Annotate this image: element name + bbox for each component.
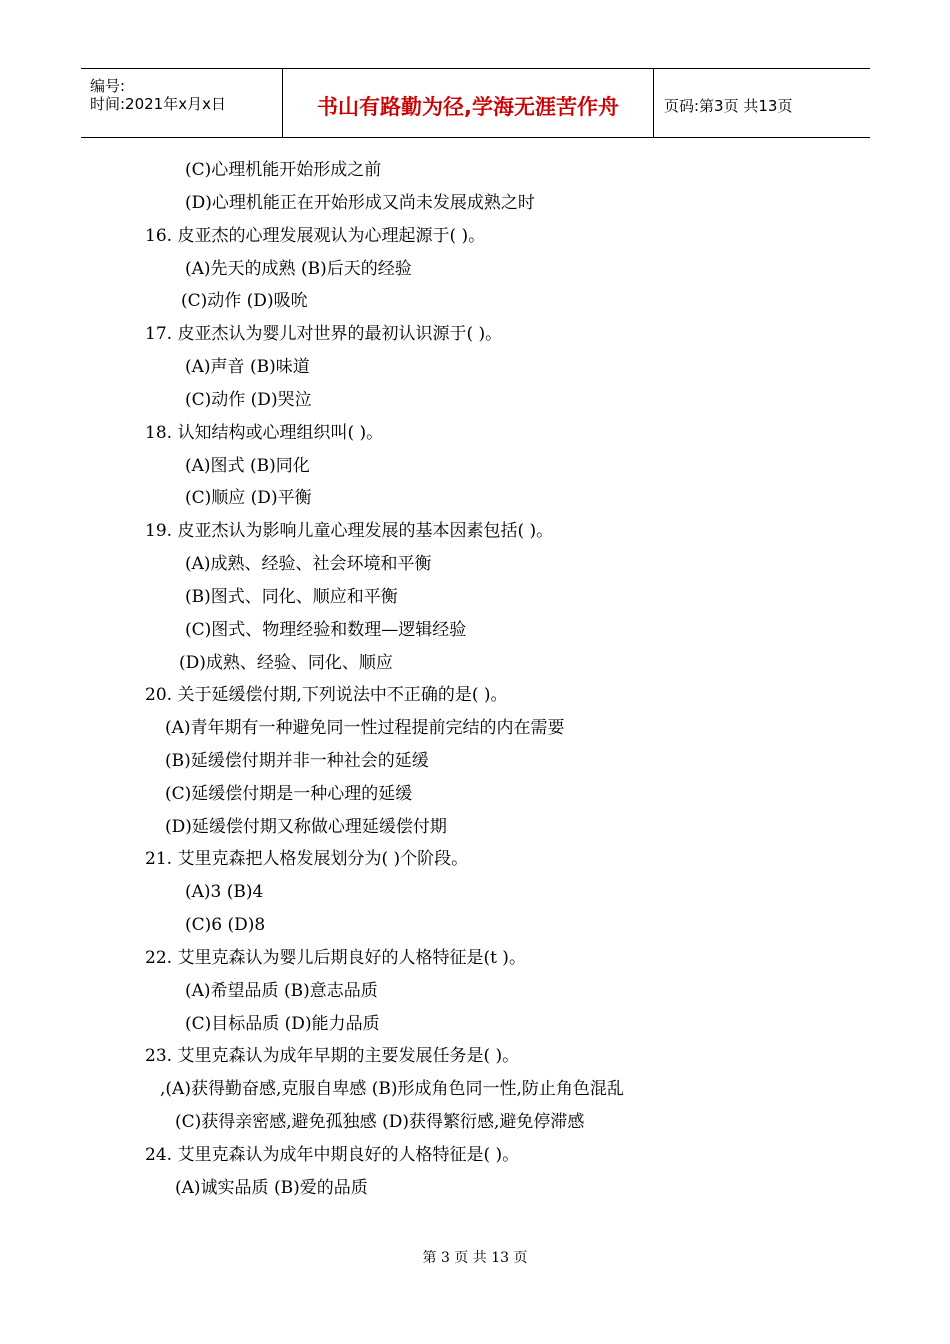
question-16: 16. 皮亚杰的心理发展观认为心理起源于( )。 bbox=[145, 226, 486, 246]
question-23: 23. 艾里克森认为成年早期的主要发展任务是( )。 bbox=[145, 1046, 520, 1066]
option-line: (B)延缓偿付期并非一种社会的延缓 bbox=[165, 751, 429, 771]
question-21: 21. 艾里克森把人格发展划分为( )个阶段。 bbox=[145, 849, 469, 869]
option-line: (A)3 (B)4 bbox=[185, 882, 264, 902]
option-line: (A)图式 (B)同化 bbox=[185, 456, 310, 476]
page-footer: 第 3 页 共 13 页 bbox=[422, 1250, 528, 1266]
header-page-cell bbox=[654, 69, 870, 137]
header-motto-cell bbox=[283, 69, 654, 137]
option-line: (A)先天的成熟 (B)后天的经验 bbox=[185, 259, 412, 279]
option-line: (A)青年期有一种避免同一性过程提前完结的内在需要 bbox=[165, 718, 565, 738]
text-line: (C)心理机能开始形成之前 bbox=[185, 160, 382, 180]
option-line: (A)声音 (B)味道 bbox=[185, 357, 310, 377]
motto-text: 书山有路勤为径,学海无涯苦作舟 bbox=[317, 95, 619, 119]
serial-label: 编号: bbox=[90, 77, 126, 95]
option-line: (C)图式、物理经验和数理—逻辑经验 bbox=[185, 620, 467, 640]
option-line: (D)延缓偿付期又称做心理延缓偿付期 bbox=[165, 817, 447, 837]
question-22: 22. 艾里克森认为婴儿后期良好的人格特征是(t )。 bbox=[145, 948, 526, 968]
question-24: 24. 艾里克森认为成年中期良好的人格特征是( )。 bbox=[145, 1145, 520, 1165]
date-label: 时间:2021年x月x日 bbox=[90, 95, 226, 113]
option-line: (C)动作 (D)哭泣 bbox=[185, 390, 312, 410]
option-line: (C)6 (D)8 bbox=[185, 915, 266, 935]
question-18: 18. 认知结构或心理组织叫( )。 bbox=[145, 423, 384, 443]
question-19: 19. 皮亚杰认为影响儿童心理发展的基本因素包括( )。 bbox=[145, 521, 554, 541]
option-line: (C)目标品质 (D)能力品质 bbox=[185, 1014, 380, 1034]
option-line: ,(A)获得勤奋感,克服自卑感 (B)形成角色同一性,防止角色混乱 bbox=[160, 1079, 624, 1099]
option-line: (C)顺应 (D)平衡 bbox=[185, 488, 312, 508]
option-line: (B)图式、同化、顺应和平衡 bbox=[185, 587, 398, 607]
question-20: 20. 关于延缓偿付期,下列说法中不正确的是( )。 bbox=[145, 685, 508, 705]
option-line: (A)诚实品质 (B)爱的品质 bbox=[175, 1178, 368, 1198]
option-line: (C)动作 (D)吸吮 bbox=[181, 291, 308, 311]
page-header bbox=[81, 68, 870, 138]
option-line: (D)成熟、经验、同化、顺应 bbox=[179, 653, 393, 673]
option-line: (C)延缓偿付期是一种心理的延缓 bbox=[165, 784, 413, 804]
option-line: (A)成熟、经验、社会环境和平衡 bbox=[185, 554, 432, 574]
text-line: (D)心理机能正在开始形成又尚未发展成熟之时 bbox=[185, 193, 535, 213]
option-line: (A)希望品质 (B)意志品质 bbox=[185, 981, 378, 1001]
page-label: 页码:第3页 共13页 bbox=[664, 97, 793, 115]
option-line: (C)获得亲密感,避免孤独感 (D)获得繁衍感,避免停滞感 bbox=[175, 1112, 585, 1132]
header-meta-cell bbox=[81, 69, 283, 137]
question-17: 17. 皮亚杰认为婴儿对世界的最初认识源于( )。 bbox=[145, 324, 503, 344]
